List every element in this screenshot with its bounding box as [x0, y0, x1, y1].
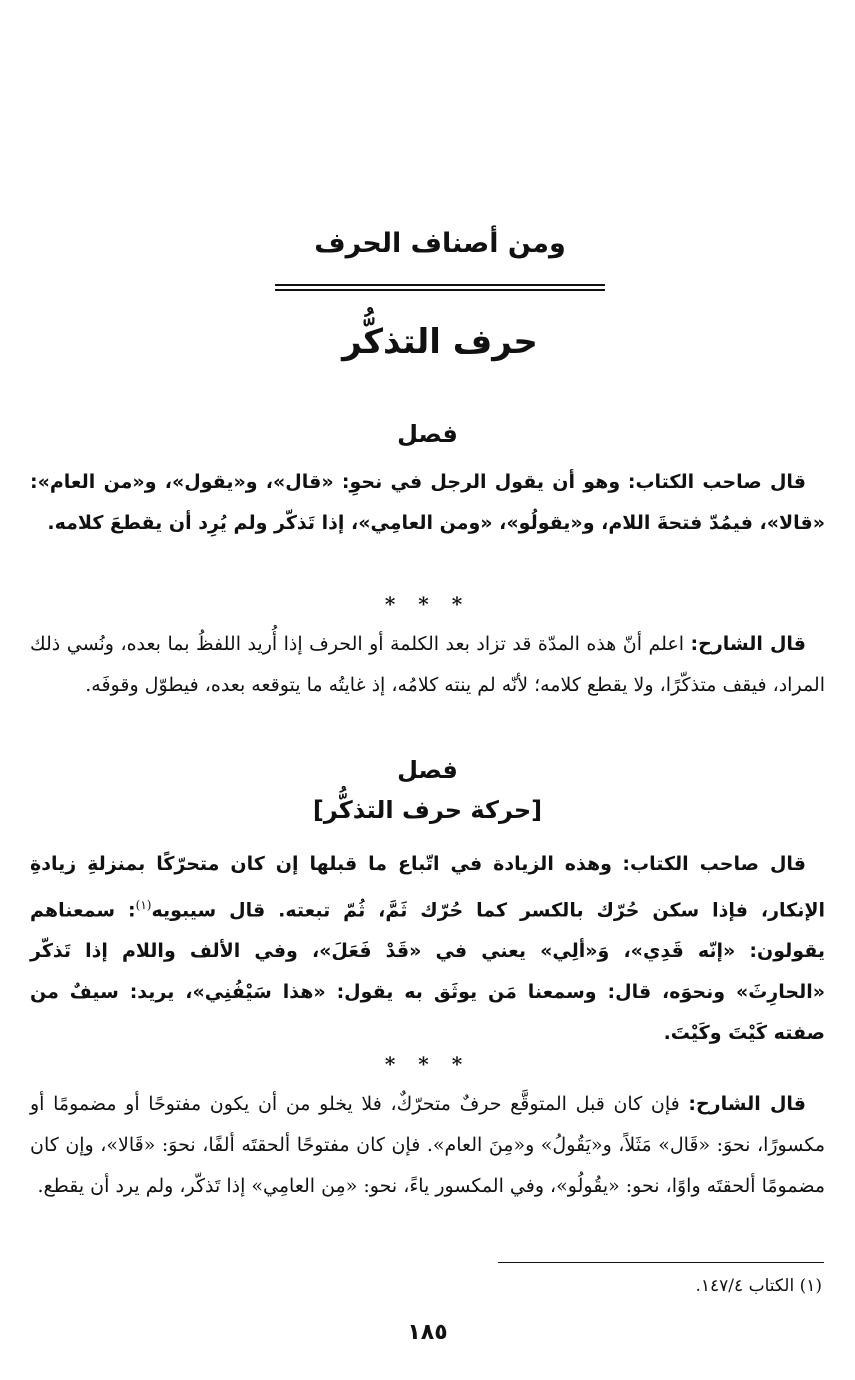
speaker-label: قال صاحب الكتاب:: [622, 853, 807, 875]
footnote-rule: [498, 1262, 824, 1263]
fasl-text-part1: وهذه الزيادة في اتّباع ما قبلها إن كان متحرّكًا بمنزلةِ زيادةِ الإنكار، فإذا سكن حُرّك بالكسر كما حُرّك ثَمَّ، ثُمّ تبعته. قال سيبويه: [30, 853, 826, 922]
title-double-rule: [275, 284, 605, 291]
fasl-text-part2: : سمعناهم يقولون: «إنّه قَدِي»، وَ«ألِي» يعني في «قَدْ فَعَلَ»، وفي الألف واللام إذا تَذكّر «الحارِثَ» ونحوَه، قال: وسمعنا مَن يوثَق به يقول: «هذا سَيْفُنِي»، يريد: سيفٌ من صفته كَيْتَ وكَيْتَ.: [30, 899, 825, 1045]
fasl-heading-1: فصل: [397, 420, 458, 448]
footnote-reference: (١): [135, 898, 152, 912]
fasl-heading-2: فصل: [397, 756, 458, 784]
sharh-paragraph-2: [30, 1084, 825, 1207]
page-number: ١٨٥: [407, 1320, 448, 1345]
chapter-title: حرف التذكُّر: [342, 322, 538, 362]
fasl-paragraph-2: [30, 844, 825, 1054]
fasl-subheading-2: [حركة حرف التذكُّر]: [312, 796, 543, 824]
speaker-label: قال صاحب الكتاب:: [627, 471, 807, 493]
sharh-paragraph-1: [30, 624, 825, 706]
separator-stars-1: * * *: [384, 592, 471, 616]
commentator-label: قال الشارح:: [688, 1093, 806, 1115]
footnote: (١) الكتاب ١٤٧/٤.: [695, 1276, 822, 1296]
sharh-text: اعلم أنّ هذه المدّة قد تزاد بعد الكلمة أو الحرف إذا أُريد اللفظُ بما بعده، ونُسي ذلك المراد، فيقف متذكّرًا، ولا يقطع كلامه؛ لأنّه لم ينته كلامُه، إذ غايتُه ما يتوقعه بعده، فيطوّل وقوفَه.: [30, 633, 825, 696]
fasl-paragraph-1: [30, 462, 825, 544]
commentator-label: قال الشارح:: [690, 633, 806, 655]
separator-stars-2: * * *: [384, 1052, 471, 1076]
section-title: ومن أصناف الحرف: [314, 228, 566, 259]
fasl-text: وهو أن يقول الرجل في نحوِ: «قال»، و«يقول»، و«من العام»: «قالا»، فيمُدّ فتحةَ اللام، و«يقولُو»، «ومن العامِي»، إذا تَذكّر ولم يُرِد أن يقطعَ كلامه.: [30, 471, 825, 534]
sharh-text: فإن كان قبل المتوقَّع حرفٌ متحرّكٌ، فلا يخلو من أن يكون مفتوحًا أو مضمومًا أو مكسورًا، نحوَ: «قَال» مَثَلاً، و«يَقُولُ» و«مِنَ العام». فإن كان مفتوحًا ألحقتَه ألفًا، نحوَ: «قَالا»، وإن كان مضمومًا ألحقتَه واوًا، نحو: «يقُولُو»، وفي المكسور ياءً، نحو: «مِن العامِي» إذا تَذكّر، ولم يرد أن يقطع.: [30, 1093, 825, 1197]
